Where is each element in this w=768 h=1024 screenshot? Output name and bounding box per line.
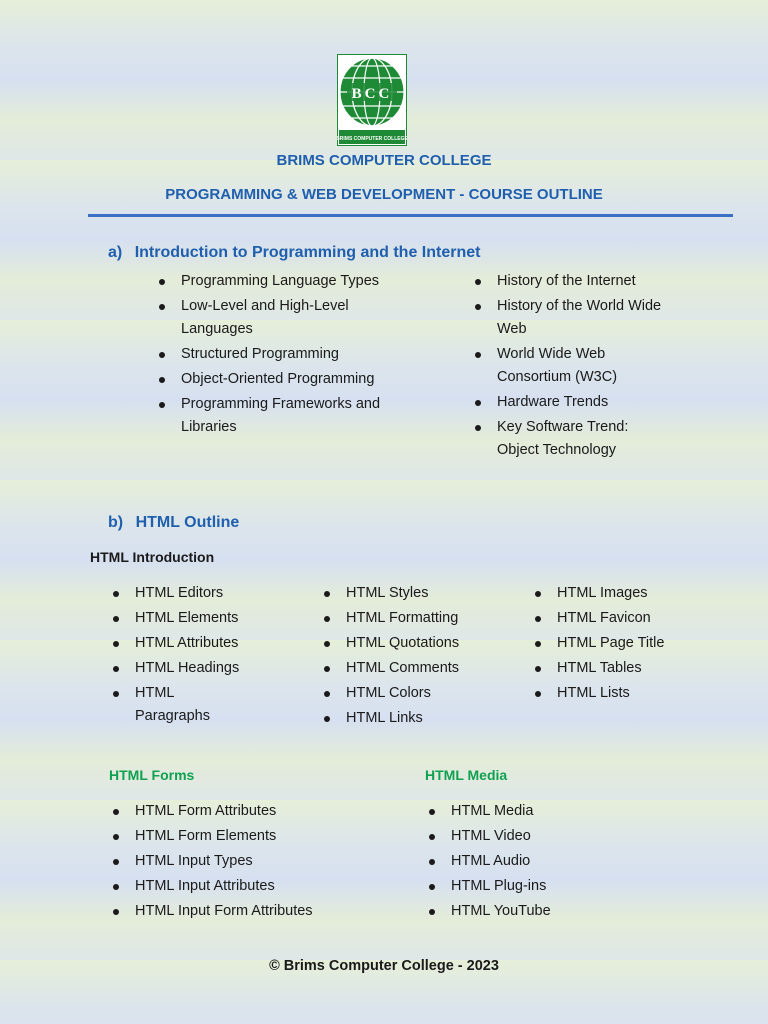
list-item: HTML Formatting [319,607,499,630]
html-forms-heading: HTML Forms [109,767,195,783]
list-item: History of the World Wide Web [470,295,670,341]
list-item: HTML Styles [319,582,499,605]
list-item: History of the Internet [470,270,670,293]
list-item: HTML Comments [319,657,499,680]
list-item: HTML Input Types [108,850,348,873]
list-item: HTML Attributes [108,632,248,655]
html-media-heading: HTML Media [425,767,508,783]
list-item: HTML Headings [108,657,248,680]
list-item: Low-Level and High-Level Languages [154,295,384,341]
list-item: Programming Frameworks and Libraries [154,393,384,439]
list-item: HTML Quotations [319,632,499,655]
list-item: HTML Input Attributes [108,875,348,898]
list-item: HTML Audio [424,850,624,873]
html-intro-col2 [319,582,499,732]
list-item: HTML Links [319,707,499,730]
section-a-title: Introduction to Programming and the Internet [134,244,481,261]
svg-text:BRIMS COMPUTER COLLEGE: BRIMS COMPUTER COLLEGE [337,136,407,142]
list-item: Key Software Trend: Object Technology [470,416,670,462]
section-a-marker: a) [108,244,123,261]
section-a-right-list [470,270,670,464]
section-a-heading [108,244,480,262]
html-introduction-heading: HTML Introduction [90,549,215,565]
list-item: HTML YouTube [424,900,624,923]
list-item: HTML Plug-ins [424,875,624,898]
list-item: HTML Editors [108,582,248,605]
list-item: HTML Input Form Attributes [108,900,348,923]
header-divider [88,214,733,217]
list-item: Object-Oriented Programming [154,368,384,391]
list-item: Structured Programming [154,343,384,366]
list-item: HTML Page Title [530,632,710,655]
course-title: PROGRAMMING & WEB DEVELOPMENT - COURSE OUTLINE [165,186,603,203]
globe-logo-icon [337,54,407,146]
footer-copyright: © Brims Computer College - 2023 [269,958,499,974]
list-item: HTML Tables [530,657,710,680]
list-item: HTML Media [424,800,624,823]
college-logo [337,54,407,146]
section-b-title: HTML Outline [135,514,240,531]
list-item: HTML Elements [108,607,248,630]
list-item: Hardware Trends [470,391,670,414]
list-item: HTML Video [424,825,624,848]
list-item: HTML Images [530,582,710,605]
section-b-heading [108,514,239,532]
html-intro-col3 [530,582,710,707]
list-item: Programming Language Types [154,270,384,293]
list-item: HTML Form Attributes [108,800,348,823]
svg-text:BCC: BCC [351,86,393,102]
section-a-left-list [154,270,384,441]
html-intro-col1 [108,582,248,730]
list-item: HTML Lists [530,682,710,705]
list-item: HTML Favicon [530,607,710,630]
list-item: HTML Colors [319,682,499,705]
college-name: BRIMS COMPUTER COLLEGE [276,152,492,169]
list-item: World Wide Web Consortium (W3C) [470,343,670,389]
html-media-list [424,800,624,925]
section-b-marker: b) [108,514,124,531]
list-item: HTML Form Elements [108,825,348,848]
html-forms-list [108,800,348,925]
list-item: HTML Paragraphs [108,682,225,728]
